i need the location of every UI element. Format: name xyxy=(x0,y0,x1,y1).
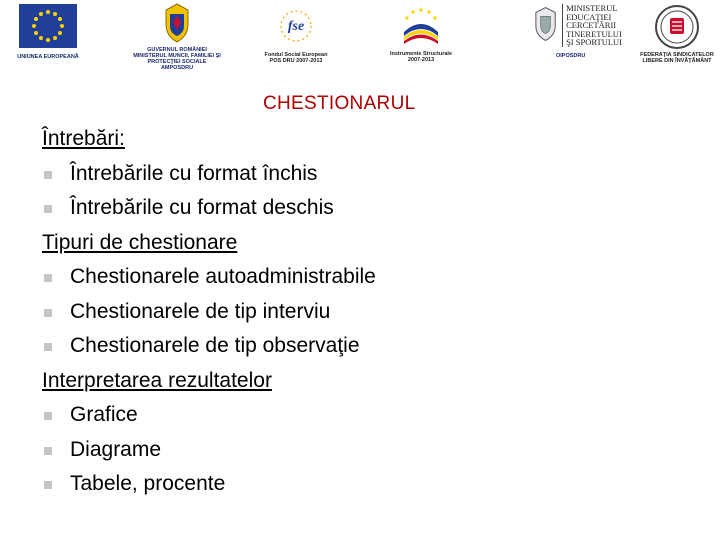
fed-line-1: FEDERAŢIA SINDICATELOR xyxy=(640,52,714,58)
list-item-text: Chestionarele de tip interviu xyxy=(70,299,331,323)
list-item xyxy=(42,157,376,192)
fse-line-1: Fondul Social European xyxy=(264,52,328,58)
list-item-text: Chestionarele autoadministrabile xyxy=(70,265,376,288)
fse-logo-icon xyxy=(276,8,316,44)
ministry-logo xyxy=(532,4,622,59)
ministry-crest-icon xyxy=(532,4,559,44)
list-item xyxy=(42,467,376,502)
list-item xyxy=(42,433,376,468)
eu-caption: UNIUNEA EUROPEANĂ xyxy=(17,54,79,60)
fse-line-2: POS DRU 2007-2013 xyxy=(269,58,323,64)
eu-flag-icon xyxy=(19,4,77,48)
list-item-text: Întrebările cu format închis xyxy=(70,161,318,185)
header-logos xyxy=(0,0,720,90)
section-heading-interpretation: Interpretarea rezultatelor xyxy=(42,368,272,392)
eu-logo xyxy=(8,4,88,60)
list-item xyxy=(42,191,376,226)
government-logo xyxy=(118,2,236,71)
fse-mark: fse xyxy=(287,19,305,34)
ministry-caption: OIPOSDRU xyxy=(556,52,586,59)
gov-line-1: GUVERNUL ROMÂNIEI xyxy=(147,47,207,53)
fse-logo xyxy=(250,8,342,64)
bullet-square-icon xyxy=(44,309,52,317)
min-line-5: ŞI SPORTULUI xyxy=(566,37,622,47)
ministry-text xyxy=(562,4,622,47)
slide-content xyxy=(42,122,376,502)
list-item xyxy=(42,260,376,295)
ministry-emblem xyxy=(532,4,622,47)
list-item-text: Tabele, procente xyxy=(70,472,226,495)
bullet-square-icon xyxy=(44,412,52,420)
bullet-square-icon xyxy=(44,274,52,282)
is-line-1: Instrumente Structurale xyxy=(389,51,453,57)
gov-line-2: MINISTERUL MUNCII, FAMILIEI ŞI xyxy=(133,53,221,59)
min-line-4: TINERETULUI xyxy=(566,28,622,39)
bullet-square-icon xyxy=(44,205,52,213)
list-item xyxy=(42,295,376,330)
list-item-text: Diagrame xyxy=(70,437,162,461)
list-item-text: Întrebările cu format deschis xyxy=(70,196,334,219)
romania-coat-of-arms-icon xyxy=(162,2,192,44)
section-heading-questions: Întrebări: xyxy=(42,127,125,150)
federation-seal-icon xyxy=(654,4,700,50)
bullet-square-icon xyxy=(44,481,52,489)
list-item-text: Grafice xyxy=(70,403,138,426)
min-line-1: MINISTERUL xyxy=(566,3,618,13)
list-item xyxy=(42,329,376,364)
structural-instruments-logo-icon xyxy=(398,6,444,48)
structural-instruments-logo xyxy=(376,6,466,63)
section-heading-types: Tipuri de chestionare xyxy=(42,230,238,254)
min-line-2: EDUCAŢIEI xyxy=(566,11,612,22)
gov-line-3: PROTECŢIEI SOCIALE xyxy=(147,59,207,65)
federation-logo xyxy=(638,4,716,64)
list-item-text: Chestionarele de tip observaţie xyxy=(70,334,360,357)
bullet-square-icon xyxy=(44,447,52,455)
list-item xyxy=(42,398,376,433)
bullet-square-icon xyxy=(44,171,52,179)
is-line-2: 2007-2013 xyxy=(407,57,435,63)
min-line-3: CERCETĂRII xyxy=(566,20,617,30)
gov-line-4: AMPOSDRU xyxy=(160,65,194,71)
fed-line-2: LIBERE DIN ÎNVĂŢĂMÂNT xyxy=(642,58,712,64)
page-title: CHESTIONARUL xyxy=(263,93,416,114)
bullet-square-icon xyxy=(44,343,52,351)
